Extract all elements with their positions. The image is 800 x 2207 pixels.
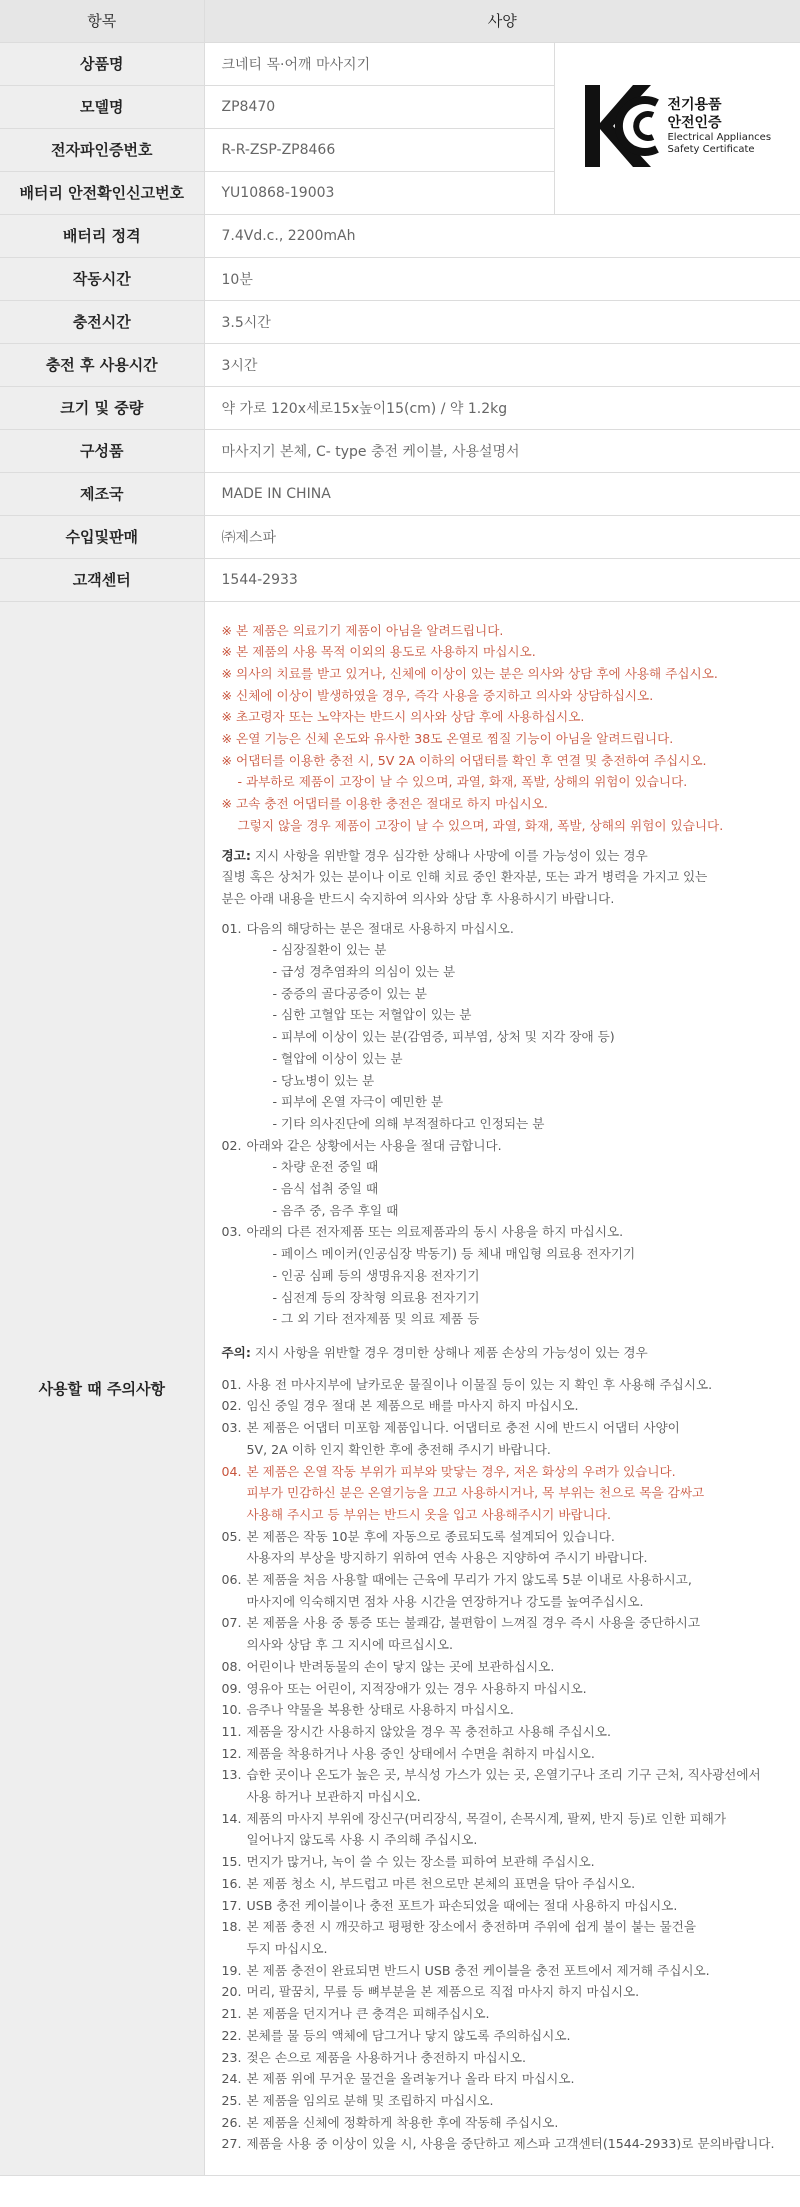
warning-subitem: - 심장질환이 있는 분 <box>272 942 387 958</box>
item-text: 젖은 손으로 제품을 사용하거나 충전하지 마십시오. <box>246 2049 526 2065</box>
spec-value: 크네티 목·어깨 마사지기 <box>204 42 554 85</box>
item-number: 05. <box>221 1528 242 1544</box>
caution-item <box>222 1981 787 2003</box>
item-text: 본 제품은 온열 작동 부위가 피부와 맞닿는 경우, 저온 화상의 우려가 있습니다. <box>246 1463 676 1479</box>
warning-section <box>222 845 787 910</box>
caution-item <box>222 1417 787 1460</box>
item-body <box>247 1960 710 1982</box>
item-body <box>247 1764 761 1807</box>
warning-subitem: - 혈압에 이상이 있는 분 <box>272 1050 403 1066</box>
item-body <box>247 1569 692 1612</box>
item-number: 17. <box>221 1897 242 1913</box>
item-number: 07. <box>221 1615 242 1631</box>
item-text: 본 제품을 신체에 정확하게 착용한 후에 작동해 주십시오. <box>246 2114 559 2130</box>
warning-item <box>222 918 787 940</box>
notes-label: 사용할 때 주의사항 <box>0 601 204 2176</box>
item-text: USB 충전 케이블이나 충전 포트가 파손되었을 때에는 절대 사용하지 마십시오. <box>246 1897 678 1913</box>
item-number: 27. <box>221 2136 242 2152</box>
caution-title: 주의: <box>221 1345 251 1360</box>
red-notice-line: - 과부하로 제품이 고장이 날 수 있으며, 과열, 화재, 폭발, 상해의 위험이 있습니다. <box>221 774 688 790</box>
warning-subitem: - 페이스 메이커(인공심장 박동기) 등 체내 매입형 의료용 전자기기 <box>272 1246 636 1262</box>
red-notice-line: ※ 온열 기능은 신체 온도와 유사한 38도 온열로 찜질 기능이 아님을 알려드립니다. <box>221 731 674 747</box>
item-number: 25. <box>221 2092 242 2108</box>
red-notice-line: ※ 어댑터를 이용한 충전 시, 5V 2A 이하의 어댑터를 확인 후 연결 및 충전하여 주십시오. <box>221 752 707 768</box>
cert-title-2: 안전인증 <box>667 115 722 131</box>
item-body <box>247 1743 595 1765</box>
spec-label: 배터리 정격 <box>0 214 204 257</box>
item-text: 음주나 약물을 복용한 상태로 사용하지 마십시오. <box>246 1702 514 1718</box>
item-text: 제품을 착용하거나 사용 중인 상태에서 수면을 취하지 마십시오. <box>246 1745 595 1761</box>
spec-label: 작동시간 <box>0 257 204 300</box>
warning-line <box>222 845 787 867</box>
item-body <box>247 1374 713 1396</box>
warning-text-line: 분은 아래 내용을 반드시 숙지하여 의사와 상담 후 사용하시기 바랍니다. <box>221 890 615 906</box>
red-notice-line: 그렇지 않을 경우 제품이 고장이 날 수 있으며, 과열, 화재, 폭발, 상해의 위험이 있습니다. <box>221 817 724 833</box>
warning-text: 지시 사항을 위반할 경우 심각한 상해나 사망에 이를 가능성이 있는 경우 <box>250 847 648 863</box>
warning-subitem: - 심한 고혈압 또는 저혈압이 있는 분 <box>272 1007 472 1023</box>
item-body <box>247 1895 678 1917</box>
item-number: 24. <box>221 2071 242 2087</box>
red-notice-line: ※ 의사의 치료를 받고 있거나, 신체에 이상이 있는 분은 의사와 상담 후에 사용해 주십시오. <box>221 665 718 681</box>
caution-item <box>222 1743 787 1765</box>
spec-value: ZP8470 <box>204 85 554 128</box>
item-text: 사용해 주시고 등 부위는 반드시 옷을 입고 사용해주시기 바랍니다. <box>246 1506 611 1522</box>
spec-label: 전자파인증번호 <box>0 128 204 171</box>
warning-subitem: - 피부에 이상이 있는 분(감염증, 피부염, 상처 및 지각 장애 등) <box>272 1029 615 1045</box>
caution-section <box>222 1342 787 1364</box>
red-notice-line: ※ 본 제품의 사용 목적 이외의 용도로 사용하지 마십시오. <box>221 644 536 660</box>
kc-mark-icon <box>583 83 661 169</box>
caution-item <box>222 2090 787 2112</box>
item-body <box>247 2090 494 2112</box>
item-text: 사용자의 부상을 방지하기 위하여 연속 사용은 지양하여 주시기 바랍니다. <box>246 1550 648 1566</box>
caution-item <box>222 1851 787 1873</box>
item-body <box>247 2047 527 2069</box>
spec-value: YU10868-19003 <box>204 171 554 214</box>
item-body <box>247 1417 680 1460</box>
item-text: 습한 곳이나 온도가 높은 곳, 부식성 가스가 있는 곳, 온열기구나 조리 기구 근처, 직사광선에서 <box>246 1767 761 1783</box>
spec-value: R-R-ZSP-ZP8466 <box>204 128 554 171</box>
warning-subitem: - 차량 운전 중일 때 <box>272 1159 379 1175</box>
item-number: 03. <box>221 1224 242 1240</box>
caution-item <box>222 1721 787 1743</box>
item-body <box>247 1395 579 1417</box>
spec-row <box>0 300 800 343</box>
spec-header-row <box>0 0 800 42</box>
item-body <box>247 1656 555 1678</box>
spec-value: 마사지기 본체, C- type 충전 케이블, 사용설명서 <box>204 429 800 472</box>
caution-item <box>222 2047 787 2069</box>
caution-item <box>222 1699 787 1721</box>
item-number: 03. <box>221 1420 242 1436</box>
caution-list <box>222 1374 787 2155</box>
item-number: 20. <box>221 1984 242 2000</box>
warning-title: 경고: <box>221 847 251 863</box>
caution-item <box>222 1916 787 1959</box>
item-body <box>247 1916 697 1959</box>
item-body <box>247 1981 640 2003</box>
warning-subitem: - 그 외 기타 전자제품 및 의료 제품 등 <box>272 1311 480 1327</box>
item-text: 일어나지 않도록 사용 시 주의해 주십시오. <box>246 1832 478 1848</box>
item-number: 22. <box>221 2027 242 2043</box>
item-number: 14. <box>221 1810 242 1826</box>
item-number: 19. <box>221 1962 242 1978</box>
item-text: 본 제품은 어댑터 미포함 제품입니다. 어댑터로 충전 시에 반드시 어댑터 사양이 <box>246 1420 680 1436</box>
caution-item <box>222 1678 787 1700</box>
spec-label: 크기 및 중량 <box>0 386 204 429</box>
item-text: 본 제품을 사용 중 통증 또는 불쾌감, 불편함이 느껴질 경우 즉시 사용을 중단하시고 <box>246 1615 701 1631</box>
spec-value: 10분 <box>204 257 800 300</box>
spec-value: 1544-2933 <box>204 558 800 601</box>
caution-item <box>222 1526 787 1569</box>
item-body <box>247 2112 559 2134</box>
spec-label: 배터리 안전확인신고번호 <box>0 171 204 214</box>
item-text: 본 제품을 처음 사용할 때에는 근육에 무리가 가지 않도록 5분 이내로 사용하시고, <box>246 1572 692 1588</box>
caution-item <box>222 1612 787 1655</box>
warning-subitem: - 인공 심폐 등의 생명유지용 전자기기 <box>272 1267 480 1283</box>
item-text: 본 제품을 던지거나 큰 충격은 피해주십시오. <box>246 2006 490 2022</box>
warning-list <box>222 918 787 1330</box>
caution-item <box>222 1656 787 1678</box>
item-number: 26. <box>221 2114 242 2130</box>
item-text: 본 제품 청소 시, 부드럽고 마른 천으로만 본체의 표면을 닦아 주십시오. <box>246 1875 636 1891</box>
spec-label: 제조국 <box>0 472 204 515</box>
item-body <box>247 1461 705 1526</box>
caution-item <box>222 1395 787 1417</box>
item-text: 제품을 사용 중 이상이 있을 시, 사용을 중단하고 제스파 고객센터(1544-2933)로 문의바랍니다. <box>246 2136 775 2152</box>
spec-value: 7.4Vd.c., 2200mAh <box>204 214 800 257</box>
spec-row <box>0 343 800 386</box>
warning-item <box>222 1135 787 1157</box>
cert-en-2: Safety Certificate <box>667 144 755 155</box>
item-text: 본 제품 위에 무거운 물건을 올려놓거나 올라 타지 마십시오. <box>246 2071 575 2087</box>
item-text: 사용 하거나 보관하지 마십시오. <box>246 1789 421 1805</box>
red-notice-line: ※ 본 제품은 의료기기 제품이 아님을 알려드립니다. <box>221 622 504 638</box>
item-text: 본 제품 충전이 완료되면 반드시 USB 충전 케이블을 충전 포트에서 제거해 주십시오. <box>246 1962 710 1978</box>
item-number: 08. <box>221 1658 242 1674</box>
warning-subitem: - 피부에 온열 자극이 예민한 분 <box>272 1094 444 1110</box>
caution-item <box>222 1764 787 1807</box>
spec-label: 고객센터 <box>0 558 204 601</box>
item-body <box>247 1699 514 1721</box>
red-notice-line: ※ 초고령자 또는 노약자는 반드시 의사와 상담 후에 사용하십시오. <box>221 709 585 725</box>
caution-item <box>222 1569 787 1612</box>
spec-value: 약 가로 120x세로15x높이15(cm) / 약 1.2kg <box>204 386 800 429</box>
item-text: 5V, 2A 이하 인지 확인한 후에 충전해 주시기 바랍니다. <box>246 1441 551 1457</box>
spec-value: 3.5시간 <box>204 300 800 343</box>
spec-label: 구성품 <box>0 429 204 472</box>
caution-item <box>222 2112 787 2134</box>
spec-label: 충전시간 <box>0 300 204 343</box>
spec-row <box>0 386 800 429</box>
caution-item <box>222 2133 787 2155</box>
warning-subitem: - 중증의 골다공증이 있는 분 <box>272 985 427 1001</box>
caution-item <box>222 2025 787 2047</box>
spec-value: ㈜제스파 <box>204 515 800 558</box>
warning-subitem: - 기타 의사진단에 의해 부적절하다고 인정되는 분 <box>272 1115 545 1131</box>
item-number: 01. <box>221 920 242 936</box>
notes-body <box>205 602 800 2176</box>
item-text: 피부가 민감하신 분은 온열기능을 끄고 사용하시거나, 목 부위는 천으로 목을 감싸고 <box>246 1485 705 1501</box>
cert-en-1: Electrical Appliances <box>667 132 772 143</box>
spec-value: MADE IN CHINA <box>204 472 800 515</box>
item-number: 01. <box>221 1376 242 1392</box>
item-text: 본 제품 충전 시 깨끗하고 평평한 장소에서 충전하며 주위에 쉽게 불이 붙는 물건을 <box>246 1919 697 1935</box>
item-text: 제품을 장시간 사용하지 않았을 경우 꼭 충전하고 사용해 주십시오. <box>246 1723 611 1739</box>
red-notice-line: ※ 신체에 이상이 발생하였을 경우, 즉각 사용을 중지하고 의사와 상담하십시오. <box>221 687 654 703</box>
item-body <box>247 1721 612 1743</box>
item-number: 16. <box>221 1875 242 1891</box>
spec-row <box>0 214 800 257</box>
spec-row <box>0 558 800 601</box>
item-text: 아래의 다른 전자제품 또는 의료제품과의 동시 사용을 하지 마십시오. <box>246 1224 624 1240</box>
item-text: 의사와 상담 후 그 지시에 따르십시오. <box>246 1637 454 1653</box>
caution-item <box>222 1873 787 1895</box>
item-body <box>247 1851 595 1873</box>
item-text: 먼지가 많거나, 녹이 쓸 수 있는 장소를 피하여 보관해 주십시오. <box>246 1854 595 1870</box>
item-number: 21. <box>221 2006 242 2022</box>
item-body <box>247 1873 636 1895</box>
item-number: 15. <box>221 1854 242 1870</box>
red-notice-line: ※ 고속 충전 어댑터를 이용한 충전은 절대로 하지 마십시오. <box>221 796 548 812</box>
item-number: 02. <box>221 1137 242 1153</box>
item-number: 06. <box>221 1572 242 1588</box>
item-number: 13. <box>221 1767 242 1783</box>
item-body <box>247 1678 587 1700</box>
warning-text-line: 질병 혹은 상처가 있는 분이나 이로 인해 치료 중인 환자분, 또는 과거 병력을 가지고 있는 <box>221 869 708 885</box>
spec-label: 상품명 <box>0 42 204 85</box>
spec-row <box>0 472 800 515</box>
notes-content <box>204 601 800 2176</box>
caution-item <box>222 1374 787 1396</box>
caution-item <box>222 1808 787 1851</box>
caution-item <box>222 1960 787 1982</box>
spec-value: 3시간 <box>204 343 800 386</box>
spec-label: 모델명 <box>0 85 204 128</box>
spec-row <box>0 42 800 85</box>
item-body <box>247 1526 648 1569</box>
item-text: 마사지에 익숙해지면 점차 사용 시간을 연장하거나 강도를 높여주십시오. <box>246 1593 644 1609</box>
spec-row <box>0 429 800 472</box>
spec-label: 충전 후 사용시간 <box>0 343 204 386</box>
item-number: 04. <box>221 1463 242 1479</box>
item-text: 머리, 팔꿈치, 무릎 등 뼈부분을 본 제품으로 직접 마사지 하지 마십시오. <box>246 1984 640 2000</box>
item-text: 영유아 또는 어린이, 지적장애가 있는 경우 사용하지 마십시오. <box>246 1680 587 1696</box>
item-text: 제품의 마사지 부위에 장신구(머리장식, 목걸이, 손목시계, 팔찌, 반지 등)로 인한 피해가 <box>246 1810 727 1826</box>
item-number: 02. <box>221 1398 242 1414</box>
item-number: 09. <box>221 1680 242 1696</box>
item-body <box>247 2025 571 2047</box>
item-text: 다음의 해당하는 분은 절대로 사용하지 마십시오. <box>246 920 514 936</box>
item-text: 아래와 같은 상황에서는 사용을 절대 금합니다. <box>246 1137 502 1153</box>
item-text: 어린이나 반려동물의 손이 닿지 않는 곳에 보관하십시오. <box>246 1658 555 1674</box>
warning-subitem: - 음식 섭취 중일 때 <box>272 1181 379 1197</box>
item-number: 11. <box>221 1723 242 1739</box>
item-number: 18. <box>221 1919 242 1935</box>
item-body <box>247 1808 727 1851</box>
warning-subitem: - 음주 중, 음주 후일 때 <box>272 1202 399 1218</box>
item-body <box>247 2003 490 2025</box>
cert-title-1: 전기용품 <box>667 97 722 113</box>
header-spec: 사양 <box>204 0 800 42</box>
item-text: 본체를 물 등의 액체에 담그거나 닿지 않도록 주의하십시오. <box>246 2027 571 2043</box>
warning-subitem: - 당뇨병이 있는 분 <box>272 1072 375 1088</box>
warning-subitem: - 심전계 등의 장착형 의료용 전자기기 <box>272 1289 480 1305</box>
spec-label: 수입및판매 <box>0 515 204 558</box>
caution-item <box>222 2003 787 2025</box>
spec-row <box>0 257 800 300</box>
warning-item <box>222 1221 787 1243</box>
item-text: 임신 중일 경우 절대 본 제품으로 배를 마사지 하지 마십시오. <box>246 1398 579 1414</box>
caution-item <box>222 1461 787 1526</box>
item-number: 12. <box>221 1745 242 1761</box>
item-body <box>247 2068 575 2090</box>
caution-item <box>222 1895 787 1917</box>
warning-subitem: - 급성 경추염좌의 의심이 있는 분 <box>272 964 456 980</box>
item-text: 본 제품을 임의로 분해 및 조립하지 마십시오. <box>246 2092 494 2108</box>
item-number: 10. <box>221 1702 242 1718</box>
caution-text: 지시 사항을 위반할 경우 경미한 상해나 제품 손상의 가능성이 있는 경우 <box>250 1345 648 1360</box>
header-item: 항목 <box>0 0 204 42</box>
notes-row <box>0 601 800 2176</box>
item-text: 본 제품은 작동 10분 후에 자동으로 종료되도록 설계되어 있습니다. <box>246 1528 615 1544</box>
item-text: 두지 마십시오. <box>246 1940 328 1956</box>
item-text: 사용 전 마사지부에 날카로운 물질이나 이물질 등이 있는 지 확인 후 사용해 주십시오. <box>246 1376 713 1392</box>
spec-row <box>0 515 800 558</box>
item-number: 23. <box>221 2049 242 2065</box>
caution-item <box>222 2068 787 2090</box>
item-body <box>247 2133 775 2155</box>
item-body <box>247 1612 701 1655</box>
kc-certification <box>554 42 800 214</box>
